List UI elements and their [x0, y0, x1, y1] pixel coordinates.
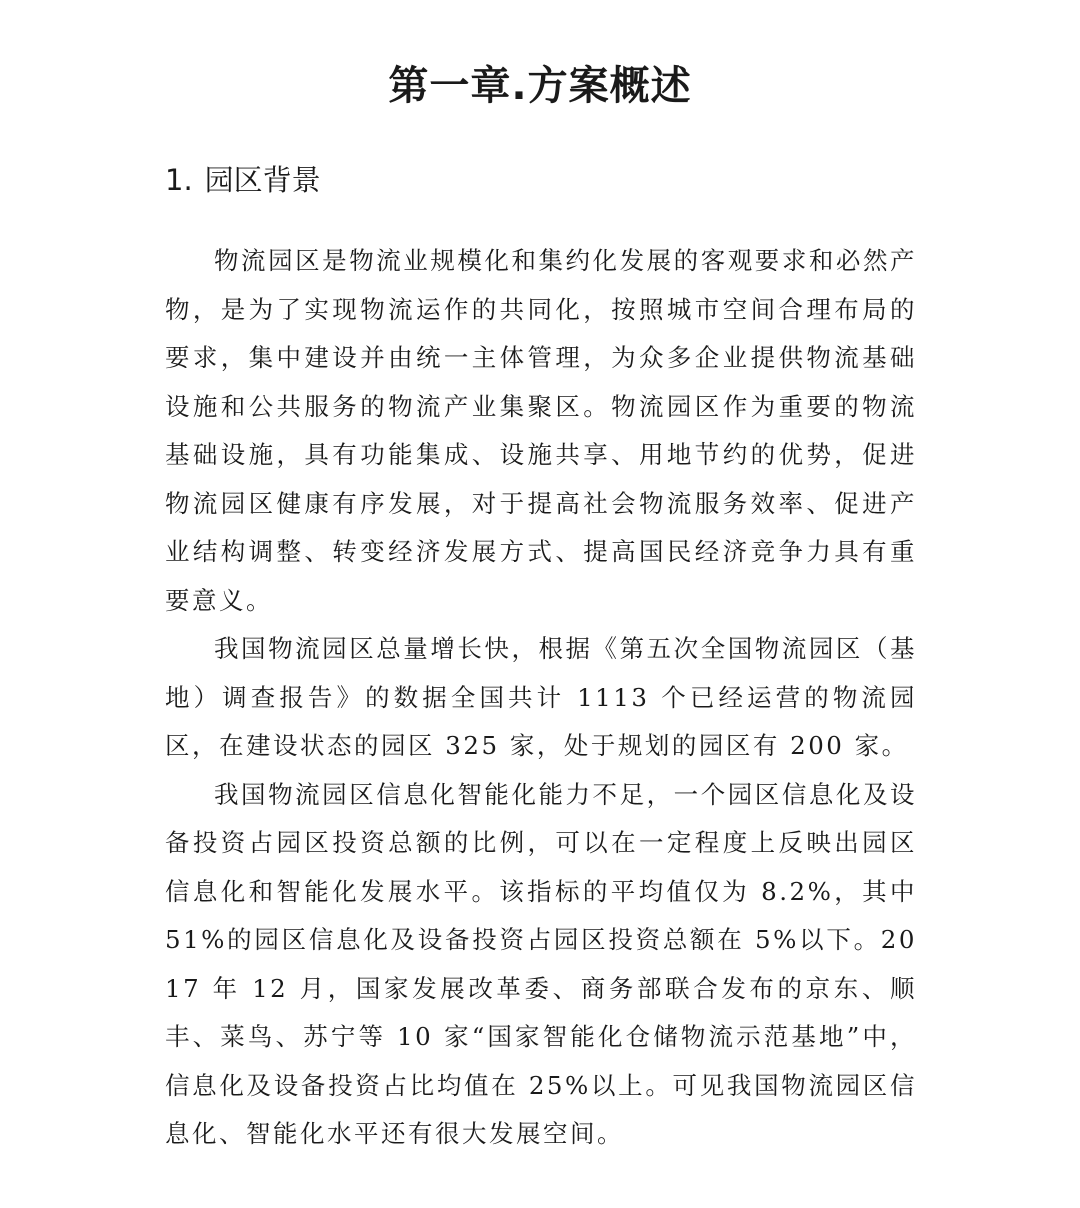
document-body: [165, 237, 917, 1159]
paragraph-2: 我国物流园区总量增长快，根据《第五次全国物流园区（基地）调查报告》的数据全国共计 1113 个已经运营的物流园区，在建设状态的园区 325 家，处于规划的园区有 200 家。: [165, 634, 917, 760]
paragraph-3: 我国物流园区信息化智能化能力不足，一个园区信息化及设备投资占园区投资总额的比例，可以在一定程度上反映出园区信息化和智能化发展水平。该指标的平均值仅为 8.2%，其中 51%的园区信息化及设备投资占园区投资总额在 5%以下。2017 年 12 月，国家发展改革委、商务部联合发布的京东、顺丰、菜鸟、苏宁等 10 家“国家智能化仓储物流示范基地”中，信息化及设备投资占比均值在 25%以上。可见我国物流园区信息化、智能化水平还有很大发展空间。: [165, 779, 917, 1148]
section-heading: [165, 158, 321, 202]
chapter-title: 第一章.方案概述: [388, 63, 692, 109]
section-number: 1.: [165, 163, 193, 197]
section-title: 园区背景: [204, 163, 321, 197]
paragraph-1: 物流园区是物流业规模化和集约化发展的客观要求和必然产物，是为了实现物流运作的共同化，按照城市空间合理布局的要求，集中建设并由统一主体管理，为众多企业提供物流基础设施和公共服务的物流产业集聚区。物流园区作为重要的物流基础设施，具有功能集成、设施共享、用地节约的优势，促进物流园区健康有序发展，对于提高社会物流服务效率、促进产业结构调整、转变经济发展方式、提高国民经济竞争力具有重要意义。: [165, 246, 917, 615]
